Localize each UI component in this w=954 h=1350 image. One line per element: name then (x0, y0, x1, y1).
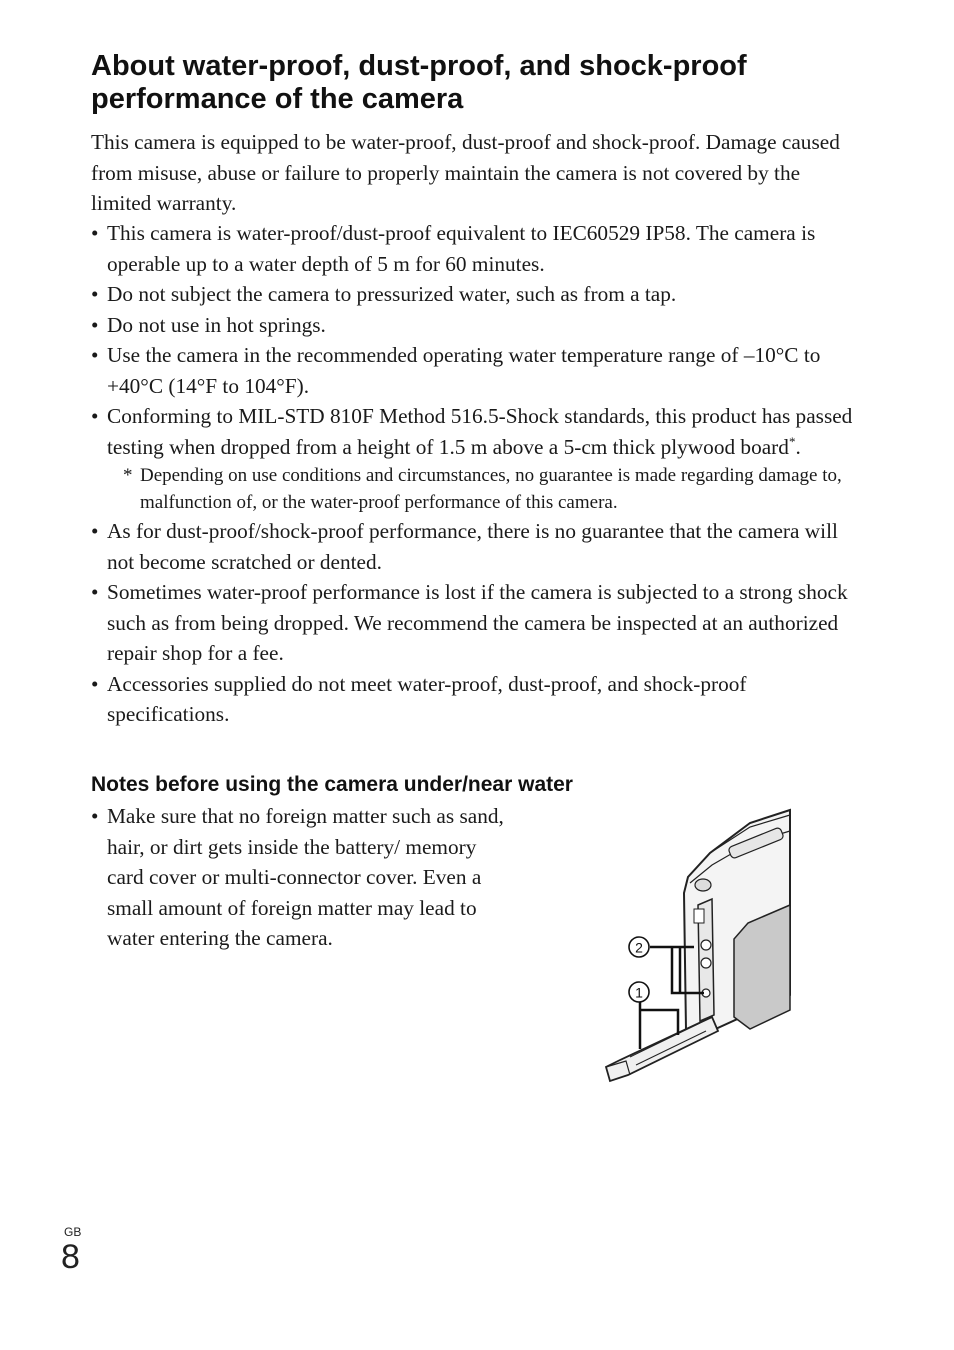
water-notes-list (91, 801, 511, 954)
bullet-text: Use the camera in the recommended operating water temperature range of –10°C to +40°C (14°F to 104°F). (107, 343, 821, 398)
footnote-text: Depending on use conditions and circumstances, no guarantee is made regarding damage to, malfunction of, or the water-proof performance of this camera. (140, 465, 842, 513)
list-item (91, 516, 861, 577)
bullet-text: This camera is water-proof/dust-proof equivalent to IEC60529 IP58. The camera is operable up to a water depth of 5 m for 60 minutes. (107, 221, 816, 276)
camera-cover-illustration (600, 805, 795, 1090)
bullet-marker: • (91, 671, 99, 696)
bullet-marker: • (91, 580, 99, 604)
bullet-text: Do not use in hot springs. (107, 312, 326, 337)
bullet-period: . (795, 434, 801, 459)
footnote-marker: * (123, 465, 133, 486)
bullet-text: Conforming to MIL-STD 810F Method 516.5-Shock standards, this product has passed testing when dropped from a height of 1.5 m above a 5-cm thick plywood board (107, 404, 853, 459)
bullet-marker: • (91, 519, 99, 543)
list-item (91, 340, 861, 401)
footnote-item (91, 462, 861, 516)
page-number: 8 (61, 1238, 80, 1276)
bullet-text: Sometimes water-proof performance is lost if the camera is subjected to a strong shock such as from being dropped. We recommend the camera be inspected at an authorized repair shop for a fee. (107, 580, 848, 665)
page-title: About water-proof, dust-proof, and shock-proof performance of the camera (91, 50, 747, 115)
bullet-list (91, 218, 861, 730)
region-code: GB (64, 1225, 82, 1239)
list-item (91, 310, 861, 341)
list-item (91, 401, 861, 462)
footnote (123, 462, 861, 516)
bullet-marker: • (91, 404, 99, 428)
bullet-marker: • (91, 312, 99, 337)
list-item (91, 577, 861, 669)
section-subheading: Notes before using the camera under/near water (91, 773, 573, 796)
bullet-text: Do not subject the camera to pressurized water, such as from a tap. (107, 282, 677, 306)
bullet-text: Accessories supplied do not meet water-proof, dust-proof, and shock-proof specifications. (107, 671, 747, 726)
bullet-marker: • (91, 804, 99, 828)
list-item (91, 279, 861, 310)
intro-paragraph: This camera is equipped to be water-proof, dust-proof and shock-proof. Damage caused from misuse, abuse or failure to properly maintain the camera is not covered by the limited warranty. (91, 130, 840, 215)
bullet-text: Make sure that no foreign matter such as sand, hair, or dirt gets inside the battery/ memory card cover or multi-connector cover. Even a small amount of foreign matter may lead to water entering the camera. (107, 804, 504, 950)
footnote-reference: * (788, 433, 796, 449)
list-item (91, 218, 861, 279)
bullet-marker: • (91, 221, 99, 245)
bullet-marker: • (91, 282, 99, 306)
bullet-marker: • (91, 343, 99, 367)
bullet-text: As for dust-proof/shock-proof performance, there is no guarantee that the camera will not become scratched or dented. (107, 519, 838, 574)
callout-2-label: 2 (635, 939, 643, 956)
callout-1-label: 1 (635, 984, 643, 1001)
list-item (91, 801, 511, 954)
list-item (91, 669, 861, 730)
